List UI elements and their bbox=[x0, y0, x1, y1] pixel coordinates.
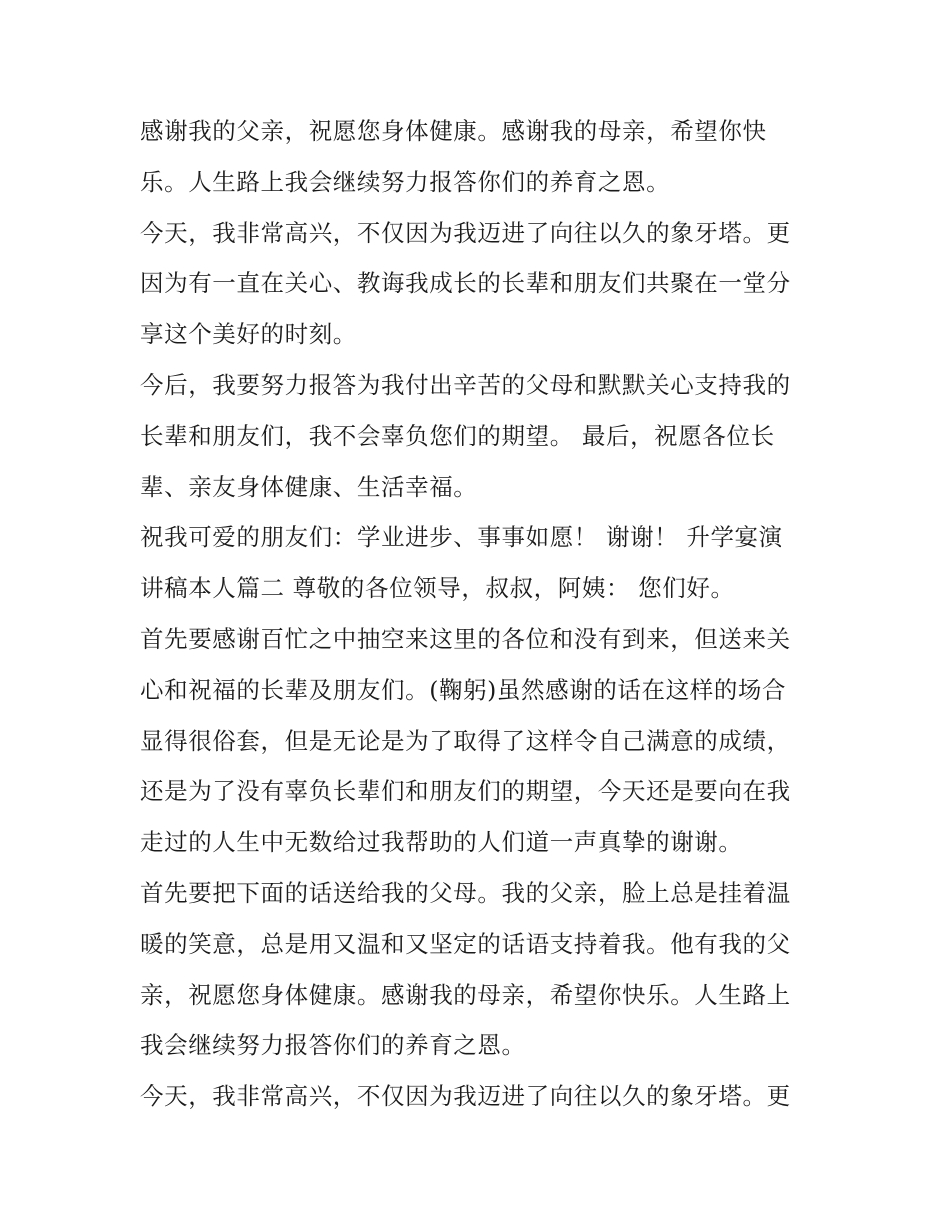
text-line: 走过的人生中无数给过我帮助的人们道一声真挚的谢谢。 bbox=[140, 828, 743, 857]
text-line: 我会继续努力报答你们的养育之恩。 bbox=[140, 1031, 526, 1060]
text-line: 祝我可爱的朋友们：学业进步、事事如愿！ 谢谢！ 升学宴演 bbox=[140, 523, 783, 552]
text-line: 享这个美好的时刻。 bbox=[140, 320, 357, 349]
text-line: 心和祝福的长辈及朋友们。(鞠躬)虽然感谢的话在这样的场合 bbox=[140, 675, 787, 704]
document-body bbox=[140, 106, 812, 1122]
text-line: 今天，我非常高兴，不仅因为我迈进了向往以久的象牙塔。更 bbox=[140, 218, 791, 247]
text-line: 今天，我非常高兴，不仅因为我迈进了向往以久的象牙塔。更 bbox=[140, 1082, 791, 1111]
text-line: 长辈和朋友们，我不会辜负您们的期望。 最后，祝愿各位长 bbox=[140, 421, 775, 450]
text-line: 今后，我要努力报答为我付出辛苦的父母和默默关心支持我的 bbox=[140, 370, 791, 399]
text-line: 显得很俗套，但是无论是为了取得了这样令自己满意的成绩， bbox=[140, 726, 791, 755]
text-line: 首先要感谢百忙之中抽空来这里的各位和没有到来，但送来关 bbox=[140, 624, 791, 653]
text-line: 感谢我的父亲，祝愿您身体健康。感谢我的母亲，希望你快 bbox=[140, 117, 767, 145]
text-line: 还是为了没有辜负长辈们和朋友们的期望，今天还是要向在我 bbox=[140, 777, 791, 806]
text-line: 首先要把下面的话送给我的父母。我的父亲，脸上总是挂着温 bbox=[140, 878, 791, 907]
text-line: 暖的笑意，总是用又温和又坚定的话语支持着我。他有我的父 bbox=[140, 929, 791, 958]
text-line: 亲，祝愿您身体健康。感谢我的母亲，希望你快乐。人生路上 bbox=[140, 980, 791, 1009]
text-line: 辈、亲友身体健康、生活幸福。 bbox=[140, 472, 478, 501]
text-line: 讲稿本人篇二 尊敬的各位领导，叔叔，阿姨： 您们好。 bbox=[140, 574, 735, 603]
text-line: 乐。人生路上我会继续努力报答你们的养育之恩。 bbox=[140, 167, 671, 196]
text-line: 因为有一直在关心、教诲我成长的长辈和朋友们共聚在一堂分 bbox=[140, 269, 791, 298]
